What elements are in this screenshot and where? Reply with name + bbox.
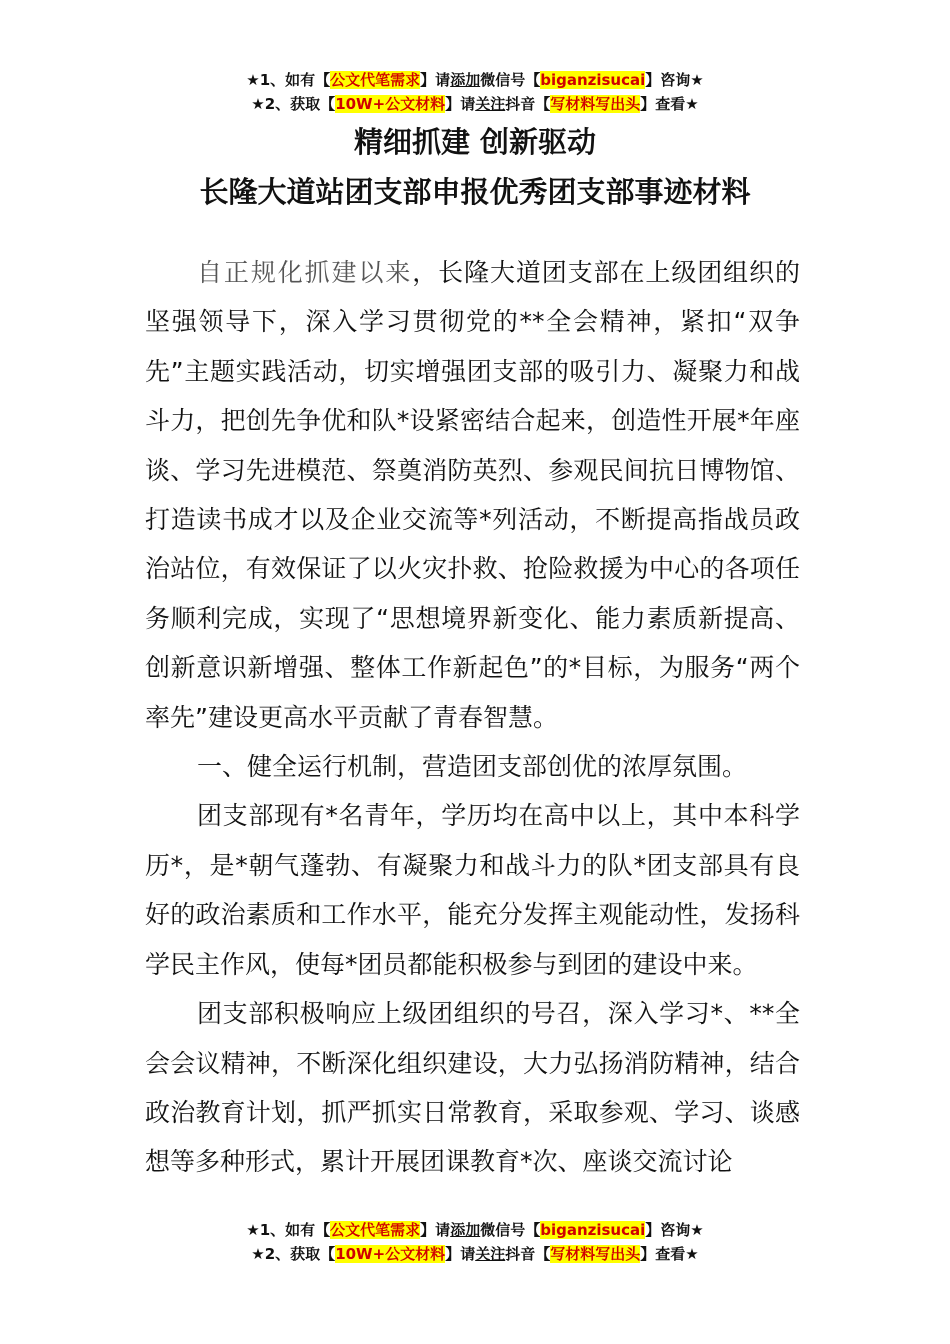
banner-highlight: biganzisucai <box>540 1221 646 1239</box>
banner-text: ★1、如有【 <box>246 71 331 89</box>
banner-highlight: 10W+公文材料 <box>335 95 446 113</box>
section-heading-1: 一、健全运行机制，营造团支部创优的浓厚氛围。 <box>197 752 748 782</box>
banner-line-2 <box>0 1242 950 1266</box>
banner-emphasis: 关注 <box>475 1245 506 1263</box>
paragraph-3: 团支部积极响应上级团组织的号召，深入学习*、**全会会议精神，不断深化组织建设，大力弘扬消防精神，结合政治教育计划，抓严抓实日常教育，采取参观、学习、谈感想等多种形式，累计开展团课教育*次、座谈交流讨论 <box>145 999 800 1177</box>
banner-text: 】查看★ <box>640 1245 699 1263</box>
banner-text: ★1、如有【 <box>246 1221 331 1239</box>
banner-highlight: 写材料写出头 <box>550 1245 641 1263</box>
banner-text: 】咨询★ <box>645 71 704 89</box>
banner-text: 】查看★ <box>640 95 699 113</box>
banner-text: 抖音【 <box>505 95 551 113</box>
banner-emphasis: 添加 <box>450 1221 481 1239</box>
banner-text: 微信号【 <box>480 1221 541 1239</box>
banner-text: ★2、获取【 <box>251 95 336 113</box>
banner-text: 抖音【 <box>505 1245 551 1263</box>
banner-highlight: biganzisucai <box>540 71 646 89</box>
top-ad-banner <box>0 68 950 116</box>
document-subtitle: 长隆大道站团支部申报优秀团支部事迹材料 <box>199 175 751 209</box>
paragraph-intro <box>145 248 800 742</box>
banner-line-1 <box>0 1218 950 1242</box>
banner-highlight: 写材料写出头 <box>550 95 641 113</box>
document-title: 精细抓建 创新驱动 <box>353 125 597 159</box>
banner-text: 】请 <box>420 71 451 89</box>
banner-text: 】请 <box>445 95 476 113</box>
paragraph-2: 团支部现有*名青年，学历均在高中以上，其中本科学历*，是*朝气蓬勃、有凝聚力和战斗力的队*团支部具有良好的政治素质和工作水平，能充分发挥主观能动性，发扬科学民主作风，使每*团员都能积极参与到团的建设中来。 <box>145 801 800 979</box>
bottom-ad-banner <box>0 1218 950 1266</box>
banner-emphasis: 添加 <box>450 71 481 89</box>
banner-text: 】请 <box>420 1221 451 1239</box>
banner-text: 】咨询★ <box>645 1221 704 1239</box>
banner-line-1 <box>0 68 950 92</box>
banner-highlight: 10W+公文材料 <box>335 1245 446 1263</box>
banner-emphasis: 关注 <box>475 95 506 113</box>
banner-text: ★2、获取【 <box>251 1245 336 1263</box>
banner-highlight: 公文代笔需求 <box>330 71 421 89</box>
banner-text: 微信号【 <box>480 71 541 89</box>
paragraph-lead: 自正规化抓建以来 <box>197 258 413 287</box>
paragraph-text: ，长隆大道团支部在上级团组织的坚强领导下，深入学习贯彻党的**全会精神，紧扣“双争先”主题实践活动，切实增强团支部的吸引力、凝聚力和战斗力，把创先争优和队*设紧密结合起来，创造性开展*年座谈、学习先进模范、祭奠消防英烈、参观民间抗日博物馆、打造读书成才以及企业交流等*列活动，不断提高指战员政治站位，有效保证了以火灾扑救、抢险救援为中心的各项任务顺利完成，实现了“思想境界新变化、能力素质新提高、创新意识新增强、整体工作新起色”的*目标，为服务“两个率先”建设更高水平贡献了青春智慧。 <box>145 258 800 732</box>
banner-line-2 <box>0 92 950 116</box>
document-body <box>145 248 800 1187</box>
banner-text: 】请 <box>445 1245 476 1263</box>
banner-highlight: 公文代笔需求 <box>330 1221 421 1239</box>
